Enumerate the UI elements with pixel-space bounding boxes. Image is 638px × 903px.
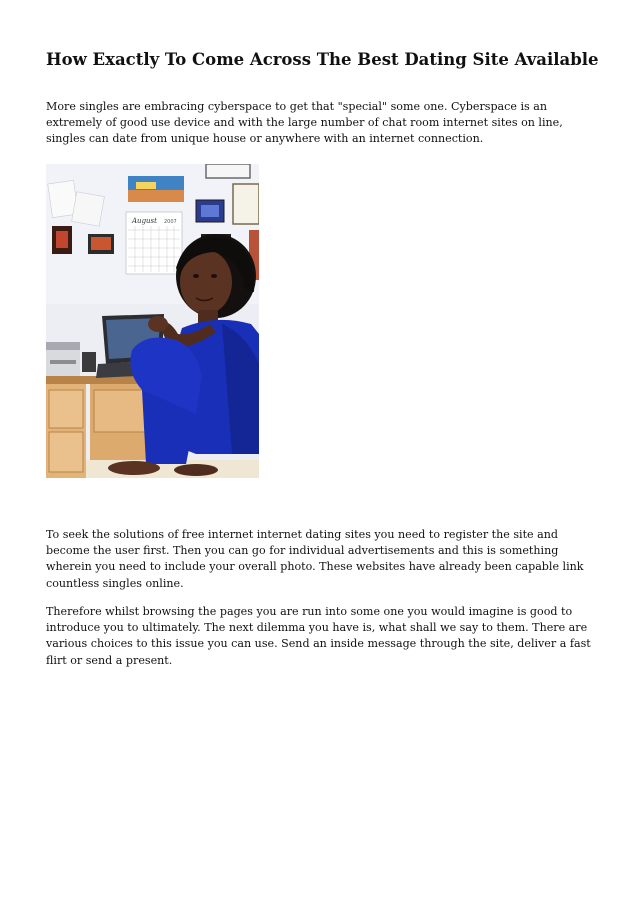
printer: [46, 342, 80, 376]
paragraph-intro: More singles are embracing cyberspace to get that "special" some one. Cyberspace is an extremely of good use device and with the large number of chat room internet sites on line, singles can date from unique house or anywhere with an internet connection.: [46, 100, 563, 146]
woman-at-desk-photo: [46, 164, 259, 478]
wall-calendar: [126, 212, 182, 274]
document-title: How Exactly To Come Across The Best Dating Site Available: [46, 50, 599, 69]
calendar-month: August: [132, 217, 157, 225]
calendar-year: 2007: [164, 219, 177, 225]
paragraph-browsing: Therefore whilst browsing the pages you are run into some one you would imagine is good to introduce you to ultimately. The next dilemma you have is, what shall we say to them. There are various choices to this issue you can use. Send an inside message through the site, deliver a fast flirt or send a present.: [46, 605, 591, 667]
paragraph-register: To seek the solutions of free internet internet dating sites you need to register the site and become the user first. Then you can go for individual advertisements and this is something wherein you need to include your overall photo. These websites have already been capable link countless singles online.: [46, 528, 584, 590]
postcard: [128, 176, 184, 202]
